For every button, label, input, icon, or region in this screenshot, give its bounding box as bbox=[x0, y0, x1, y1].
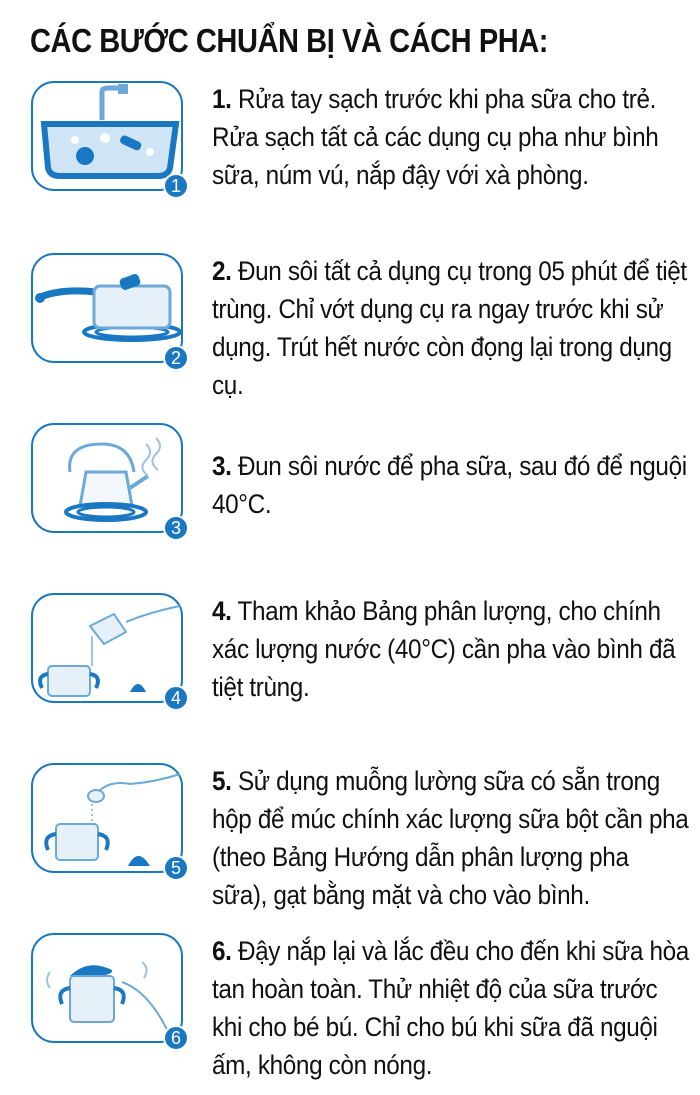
step-2 bbox=[30, 252, 690, 400]
step-text: 2. Đun sôi tất cả dụng cụ trong 05 phút để tiệt trùng. Chỉ vớt dụng cụ ra ngay trước khi sử dụng. Trút hết nước còn đọng lại trong dụng cụ. bbox=[212, 256, 687, 400]
step-5 bbox=[30, 762, 690, 910]
step-badge-label: 6 bbox=[170, 1028, 181, 1048]
step-text: 5. Sử dụng muỗng lường sữa có sẵn trong hộp để múc chính xác lượng sữa bột cần pha (theo Bảng Hướng dẫn phân lượng pha sữa), gạt bằng mặt và cho vào bình. bbox=[212, 766, 689, 910]
step-text: 3. Đun sôi nước để pha sữa, sau đó để nguội 40°C. bbox=[212, 451, 687, 519]
page-title: CÁC BƯỚC CHUẨN BỊ VÀ CÁCH PHA: bbox=[30, 22, 549, 59]
step-3 bbox=[30, 422, 690, 562]
step-6 bbox=[30, 932, 690, 1080]
step-text: 4. Tham khảo Bảng phân lượng, cho chính xác lượng nước (40°C) cần pha vào bình đã tiệt trùng. bbox=[212, 596, 676, 702]
step-badge-label: 3 bbox=[170, 518, 181, 538]
step-badge-label: 5 bbox=[170, 858, 181, 878]
step-badge-label: 4 bbox=[170, 688, 181, 708]
step-1 bbox=[30, 80, 690, 220]
step-4 bbox=[30, 592, 690, 732]
step-badge-label: 1 bbox=[170, 176, 181, 196]
step-badge-label: 2 bbox=[170, 348, 181, 368]
step-text: 1. Rửa tay sạch trước khi pha sữa cho trẻ. Rửa sạch tất cả các dụng cụ pha như bình sữa, núm vú, nắp đậy với xà phòng. bbox=[212, 84, 659, 190]
step-text: 6. Đậy nắp lại và lắc đều cho đến khi sữa hòa tan hoàn toàn. Thử nhiệt độ của sữa trước khi cho bé bú. Chỉ cho bú khi sữa đã nguội ấm, không còn nóng. bbox=[212, 936, 689, 1080]
